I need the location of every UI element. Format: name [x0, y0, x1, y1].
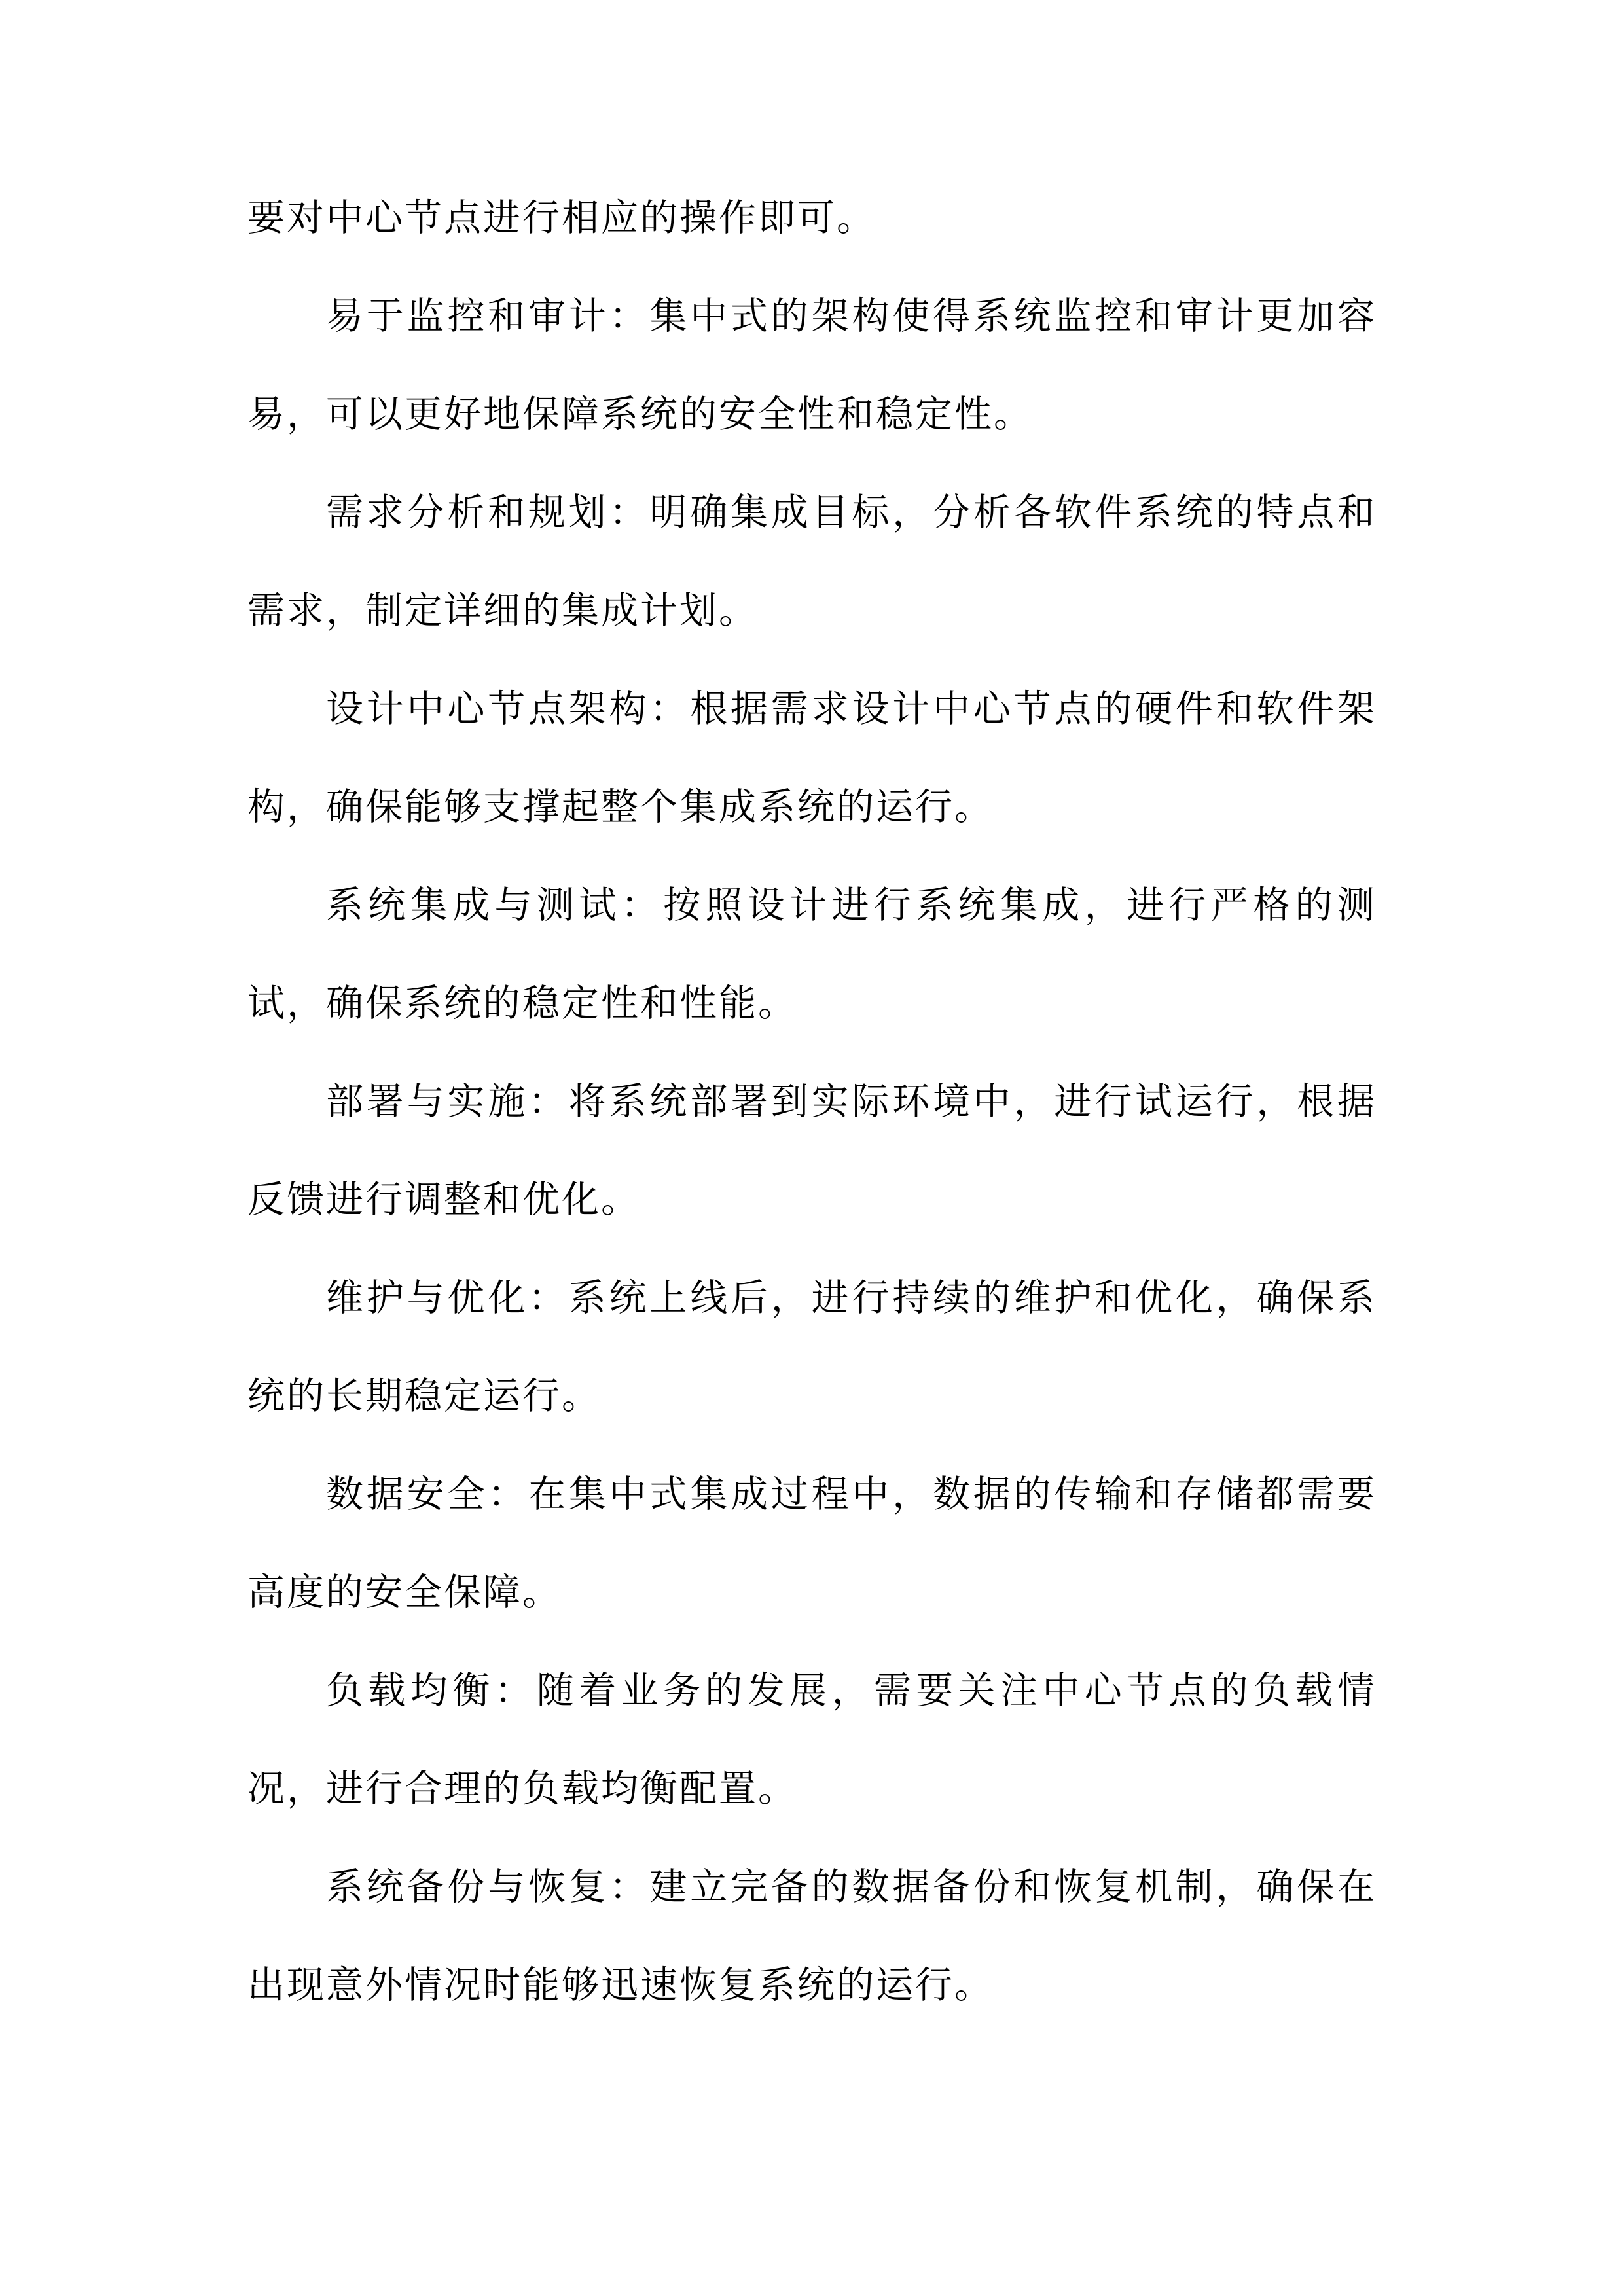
paragraph-integration-testing: 系统集成与测试：按照设计进行系统集成，进行严格的测试，确保系统的稳定性和性能。: [247, 884, 1377, 1025]
paragraph-maintenance: 维护与优化：系统上线后，进行持续的维护和优化，确保系统的长期稳定运行。: [247, 1276, 1377, 1418]
paragraph-data-security: 数据安全：在集中式集成过程中，数据的传输和存储都需要高度的安全保障。: [247, 1473, 1377, 1614]
document-body: [247, 169, 1377, 2034]
paragraph-continuation: 要对中心节点进行相应的操作即可。: [247, 196, 876, 240]
paragraph-deployment: 部署与实施：将系统部署到实际环境中，进行试运行，根据反馈进行调整和优化。: [247, 1080, 1377, 1221]
paragraph-requirements-planning: 需求分析和规划：明确集成目标，分析各软件系统的特点和需求，制定详细的集成计划。: [247, 491, 1377, 632]
paragraph-central-node-design: 设计中心节点架构：根据需求设计中心节点的硬件和软件架构，确保能够支撑起整个集成系统的运行。: [247, 687, 1377, 829]
paragraph-backup-recovery: 系统备份与恢复：建立完备的数据备份和恢复机制，确保在出现意外情况时能够迅速恢复系统的运行。: [247, 1865, 1377, 2007]
paragraph-load-balancing: 负载均衡：随着业务的发展，需要关注中心节点的负载情况，进行合理的负载均衡配置。: [247, 1669, 1377, 1810]
paragraph-monitoring-audit: 易于监控和审计：集中式的架构使得系统监控和审计更加容易，可以更好地保障系统的安全性和稳定性。: [247, 295, 1377, 436]
